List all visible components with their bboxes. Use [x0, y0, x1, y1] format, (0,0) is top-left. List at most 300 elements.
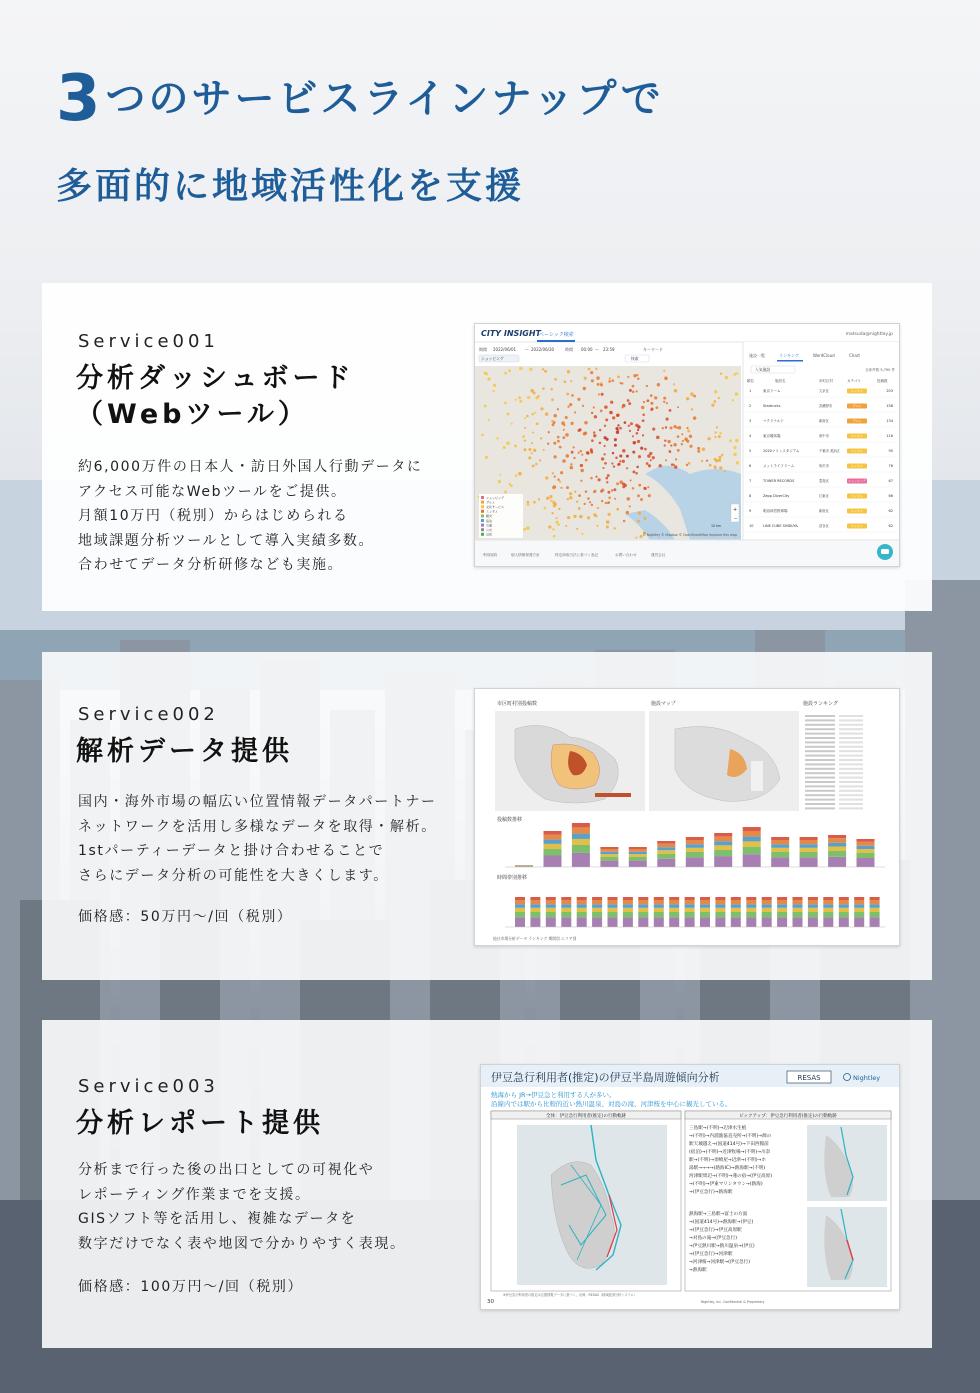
legend-label: ショッピング	[486, 495, 504, 500]
stacked-bar-segment	[515, 900, 525, 904]
heat-point	[570, 422, 573, 425]
stacked-bar-segment	[515, 908, 525, 912]
heat-point	[535, 463, 537, 465]
heat-point	[648, 464, 651, 467]
ranking-row	[805, 724, 835, 726]
heat-point	[608, 380, 611, 383]
heat-point	[721, 454, 723, 456]
stacked-bar-segment	[629, 852, 647, 854]
heat-point	[605, 477, 608, 480]
ranking-row-value	[839, 759, 863, 761]
stacked-bar-segment	[657, 854, 675, 859]
ranking-row-value	[839, 799, 863, 801]
stacked-bar-segment	[743, 847, 761, 854]
report-brand: Nightley	[853, 1074, 881, 1082]
ranking-row	[805, 785, 835, 787]
report-screenshot	[480, 1064, 900, 1310]
heat-point	[519, 367, 522, 370]
stacked-bar-segment	[686, 840, 704, 844]
heat-point	[570, 466, 574, 470]
stacked-bar-segment	[608, 904, 618, 908]
heat-point	[573, 446, 575, 448]
route-line: →(伊豆急行)→伊豆高原駅	[689, 1228, 742, 1233]
rank-count: 62	[888, 524, 893, 528]
panel-bar2-title: 時間帯別推移	[497, 875, 528, 881]
description-line: GISソフト等を活用し、複雑なデータを	[78, 1211, 357, 1227]
rank-city: 新宿区	[819, 509, 829, 513]
ranking-row-value	[839, 781, 863, 783]
heat-point	[562, 436, 565, 439]
stacked-bar-segment	[592, 900, 602, 904]
heat-point	[616, 431, 619, 434]
stacked-bar-segment	[530, 897, 540, 900]
service-title-line-1: 分析レポート提供	[76, 1108, 324, 1139]
stacked-bar-segment	[762, 900, 772, 904]
stacked-bar-segment	[854, 908, 864, 912]
heat-point	[600, 410, 603, 413]
heat-point	[591, 504, 593, 506]
stacked-bar-segment	[654, 897, 664, 900]
heat-point	[591, 379, 594, 382]
stacked-bar-segment	[600, 849, 618, 852]
heat-point	[597, 383, 600, 386]
heat-point	[611, 489, 613, 491]
heat-point	[642, 414, 645, 417]
heat-point	[663, 401, 665, 403]
stacked-bar-segment	[771, 852, 789, 857]
stacked-bar-segment	[800, 848, 818, 852]
rank-city: 武蔵野市	[819, 404, 833, 408]
stacked-bar-segment	[685, 912, 695, 917]
ranking-row-value	[839, 763, 863, 765]
heat-point	[578, 429, 581, 432]
heat-point	[622, 460, 625, 463]
legend-swatch	[481, 519, 484, 522]
stacked-bar-segment	[623, 908, 633, 912]
heat-point	[527, 396, 530, 399]
ranking-row	[805, 763, 835, 765]
heat-point	[544, 370, 547, 373]
ranking-row	[805, 768, 835, 770]
heat-point	[601, 393, 604, 396]
heat-point	[714, 458, 717, 461]
stacked-bar-segment	[669, 912, 679, 917]
map-attribution: © Nightley © Mapbox © OpenStreetMap Improve this map	[642, 533, 737, 537]
heat-point	[706, 460, 708, 462]
stacked-bar-segment	[800, 840, 818, 844]
heat-point	[601, 500, 603, 502]
stacked-bar-segment	[608, 897, 618, 900]
panel-right-title: ピックアップ：伊豆急行利用者(推定)の行動軌跡	[739, 1114, 837, 1119]
stacked-bar-segment	[657, 850, 675, 854]
heat-point	[719, 432, 722, 435]
heat-point	[570, 380, 572, 382]
heat-point	[581, 454, 583, 456]
heat-point	[515, 474, 518, 477]
stacked-bar-segment	[828, 838, 846, 843]
heat-point	[689, 435, 692, 438]
heat-point	[604, 445, 606, 447]
stacked-bar-segment	[623, 900, 633, 904]
stacked-bar-segment	[600, 847, 618, 849]
ranking-row-value	[839, 768, 863, 770]
stacked-bar-segment	[686, 857, 704, 867]
service-title-line-2: （Webツール）	[76, 399, 309, 430]
heat-point	[569, 403, 572, 406]
panel-map1-title: 市区町村別投稿数	[497, 701, 538, 707]
heat-point	[612, 452, 614, 454]
legend-swatch	[481, 524, 484, 527]
heat-point	[643, 401, 645, 403]
stacked-bar-segment	[629, 849, 647, 852]
heat-point	[566, 454, 570, 458]
heat-point	[577, 398, 580, 401]
stacked-bar-segment	[731, 917, 741, 927]
report-footnote-2: Nightley, Inc. Confidential & Proprietary	[701, 1300, 765, 1304]
heat-point	[677, 449, 680, 452]
heat-point	[734, 373, 737, 376]
heat-point	[590, 371, 593, 374]
stacked-bar-segment	[715, 897, 725, 900]
stacked-bar-segment	[530, 912, 540, 917]
service-price: 価格感：100万円～/回（税別）	[78, 1279, 304, 1295]
stacked-bar-segment	[561, 904, 571, 908]
stacked-bar-segment	[808, 917, 818, 927]
headline-line-1-text: つのサービスラインナップで	[105, 76, 664, 122]
stacked-bar-segment	[600, 854, 618, 857]
stacked-bar-segment	[546, 897, 556, 900]
heat-point	[599, 442, 602, 445]
route-line: →(伊豆急行)→河津駅	[689, 1252, 733, 1257]
heat-point	[569, 496, 572, 499]
heat-point	[548, 525, 551, 528]
heat-point	[693, 395, 696, 398]
stacked-bar-segment	[561, 897, 571, 900]
stacked-bar-segment	[638, 900, 648, 904]
rank-header: 順位	[747, 379, 754, 383]
heat-point	[650, 394, 653, 397]
map-scale: 10 km	[711, 524, 722, 528]
rank-category: グルメ	[852, 404, 862, 408]
service-description	[78, 1158, 478, 1256]
stacked-bar-segment	[777, 904, 787, 908]
footer-link: 運営会社	[651, 553, 666, 557]
heat-point	[499, 474, 501, 476]
heat-point	[629, 389, 632, 392]
screenshot-user: matsuda@nightley.jp	[845, 332, 893, 337]
heat-point	[578, 507, 581, 510]
stacked-bar-segment	[561, 917, 571, 927]
heat-point	[647, 486, 649, 488]
heat-point	[533, 391, 536, 394]
heat-point	[657, 383, 660, 386]
rank-name: 2020マリンスタジアム	[763, 449, 800, 453]
heat-point	[605, 502, 607, 504]
heat-point	[504, 402, 507, 405]
heat-point	[584, 377, 587, 380]
heat-point	[640, 498, 643, 501]
heat-point	[590, 477, 593, 480]
heat-point	[528, 456, 531, 459]
stacked-bar-segment	[746, 908, 756, 912]
heat-point	[621, 406, 623, 408]
heat-point	[598, 393, 600, 395]
heat-point	[735, 392, 738, 395]
screenshot-filter-tag: ショッピング	[481, 356, 504, 361]
stacked-bar-segment	[572, 823, 590, 827]
heat-point	[688, 462, 691, 465]
heat-point	[587, 516, 590, 519]
side-tab: Chart	[849, 353, 860, 358]
stacked-bar-segment	[544, 844, 562, 849]
heat-point	[636, 432, 639, 435]
stacked-bar-segment	[823, 900, 833, 904]
stacked-bar-segment	[654, 900, 664, 904]
heat-point	[642, 434, 644, 436]
heat-point	[626, 455, 629, 458]
stacked-bar-segment	[870, 897, 880, 900]
stacked-bar-segment	[714, 856, 732, 867]
stacked-bar-segment	[854, 912, 864, 917]
route-line: 湯駅→→→→(熱海IC)→熱海駅→(不明)	[689, 1166, 766, 1171]
stacked-bar-segment	[546, 917, 556, 927]
route-line: →伊豆熱川駅→熱川温泉→(伊豆)	[689, 1244, 755, 1249]
heat-point	[601, 457, 604, 460]
heat-point	[552, 423, 555, 426]
heat-point	[585, 459, 588, 462]
stacked-bar-segment	[572, 853, 590, 867]
route-line: 三島駅→(不明)→辺津水生植	[689, 1126, 747, 1131]
heat-point	[591, 439, 594, 442]
stacked-bar-segment	[793, 908, 803, 912]
stacked-bar-segment	[777, 900, 787, 904]
rank-count: 158	[886, 404, 893, 408]
zoom-in-icon: +	[733, 507, 738, 513]
stacked-bar-segment	[762, 912, 772, 917]
heat-point	[627, 399, 630, 402]
stacked-bar-segment	[715, 912, 725, 917]
stacked-bar-segment	[714, 850, 732, 856]
heat-point	[554, 476, 556, 478]
heat-point	[558, 508, 560, 510]
rank-number: 5	[749, 449, 752, 453]
heat-point	[617, 424, 619, 426]
heat-point	[509, 483, 511, 485]
heat-point	[552, 472, 554, 474]
heat-point	[671, 463, 674, 466]
rank-number: 6	[749, 464, 752, 468]
screenshot-period-to: 2022/06/30	[531, 347, 555, 352]
rank-category: エンタメ	[851, 524, 863, 528]
heat-point	[637, 377, 639, 379]
heat-point	[503, 446, 506, 449]
heat-point	[560, 487, 562, 489]
ranking-row	[805, 807, 835, 809]
heat-point	[632, 451, 635, 454]
legend-swatch	[481, 496, 484, 499]
heat-point	[583, 432, 586, 435]
heat-point	[614, 498, 616, 500]
heat-point	[619, 460, 621, 462]
heat-point	[580, 469, 584, 473]
ranking-row-value	[839, 790, 863, 792]
heat-point	[612, 416, 615, 419]
ranking-row	[805, 750, 835, 752]
stacked-bar-segment	[669, 908, 679, 912]
heat-point	[589, 501, 591, 503]
stacked-bar-segment	[592, 897, 602, 900]
heat-point	[576, 501, 578, 503]
heat-point	[643, 517, 646, 520]
heat-point	[681, 443, 683, 445]
heat-point	[607, 501, 610, 504]
heat-point	[632, 487, 634, 489]
route-line: 駅天城越え→(国道414号)→下田西館前	[689, 1142, 769, 1147]
stacked-bar-segment	[638, 917, 648, 927]
heat-point	[551, 398, 554, 401]
heat-map	[475, 366, 741, 540]
stacked-bar-segment	[685, 900, 695, 904]
rank-city: 新宿区	[819, 419, 829, 423]
rank-category: エンタメ	[851, 464, 863, 468]
heat-point	[729, 439, 732, 442]
stacked-bar-segment	[793, 917, 803, 927]
heat-point	[677, 406, 679, 408]
heat-point	[518, 396, 521, 399]
stacked-bar-segment	[572, 839, 590, 845]
heat-point	[542, 387, 545, 390]
heat-point	[561, 421, 565, 425]
heat-point	[532, 465, 535, 468]
stacked-bar-segment	[623, 897, 633, 900]
stacked-bar-segment	[600, 857, 618, 861]
rank-city: 江東区	[819, 494, 829, 498]
heat-point	[526, 415, 529, 418]
heat-point	[718, 435, 721, 438]
heat-point	[650, 402, 653, 405]
heat-point	[593, 434, 596, 437]
heat-point	[644, 448, 647, 451]
stacked-bar-segment	[746, 904, 756, 908]
zoom-out-icon: −	[733, 516, 738, 522]
heat-point	[537, 395, 539, 397]
heat-point	[616, 413, 619, 416]
ranking-row-value	[839, 733, 863, 735]
stacked-bar-segment	[608, 908, 618, 912]
heat-point	[616, 482, 619, 485]
heat-point	[654, 396, 657, 399]
heat-point	[673, 443, 676, 446]
heat-point	[553, 535, 556, 538]
heat-point	[604, 436, 607, 439]
heat-point	[598, 478, 601, 481]
heat-point	[549, 495, 552, 498]
heat-point	[601, 488, 604, 491]
heat-point	[545, 476, 548, 479]
screenshot-time-from: 00:00	[581, 347, 593, 352]
heat-point	[689, 445, 692, 448]
stacked-bar-segment	[515, 904, 525, 908]
rank-name: 東京競馬場	[763, 434, 781, 438]
rank-category: エンタメ	[851, 509, 863, 513]
stacked-bar-segment	[700, 897, 710, 900]
heat-point	[697, 450, 700, 453]
service-description	[78, 790, 498, 888]
heat-point	[565, 525, 567, 527]
headline-line-1	[56, 62, 664, 136]
stacked-bar-segment	[629, 861, 647, 867]
heat-point	[697, 447, 700, 450]
rank-name: 東京ドーム	[763, 389, 781, 393]
stacked-bar-segment	[546, 900, 556, 904]
stacked-bar-segment	[623, 904, 633, 908]
stacked-bar-segment	[857, 842, 875, 846]
heat-point	[557, 478, 560, 481]
heat-point	[567, 406, 569, 408]
stacked-bar-segment	[823, 912, 833, 917]
stacked-bar-segment	[746, 897, 756, 900]
stacked-bar-segment	[714, 836, 732, 841]
heat-point	[627, 497, 631, 501]
stacked-bar-segment	[572, 827, 590, 833]
rank-number: 2	[749, 404, 752, 408]
stacked-bar-segment	[623, 912, 633, 917]
heat-point	[636, 466, 638, 468]
stacked-bar-segment	[793, 900, 803, 904]
heat-point	[583, 387, 586, 390]
stacked-bar-segment	[546, 904, 556, 908]
stacked-bar-segment	[530, 917, 540, 927]
footer-link: 利用規約	[483, 553, 498, 557]
heat-point	[636, 390, 638, 392]
heat-point	[630, 422, 633, 425]
rank-count: 62	[888, 509, 893, 513]
heat-point	[523, 528, 526, 531]
legend-label: 文化サービス	[486, 505, 505, 509]
heat-point	[514, 444, 517, 447]
heat-point	[613, 527, 615, 529]
heat-point	[508, 369, 511, 372]
heat-point	[618, 463, 621, 466]
heat-point	[733, 453, 736, 456]
heat-point	[629, 505, 631, 507]
ranking-row-value	[839, 755, 863, 757]
rank-city: 所沢市	[819, 464, 829, 468]
service-code: Service002	[78, 704, 219, 725]
heat-point	[637, 494, 640, 497]
stacked-bar-segment	[800, 857, 818, 867]
description-line: 約6,000万件の日本人・訪日外国人行動データに	[78, 459, 423, 475]
rank-header: 施設名	[775, 379, 786, 383]
screenshot-time-to: 23:59	[603, 347, 615, 352]
stacked-bar-segment	[823, 917, 833, 927]
heat-point	[626, 467, 628, 469]
stacked-bar-segment	[515, 912, 525, 917]
stacked-bar-segment	[857, 846, 875, 849]
stacked-bar-segment	[657, 859, 675, 867]
heat-point	[550, 388, 553, 391]
description-line: 数字だけでなく表や地図で分かりやすく表現。	[78, 1235, 406, 1252]
stacked-bar-segment	[577, 897, 587, 900]
stacked-bar-segment	[592, 904, 602, 908]
rank-number: 1	[749, 389, 752, 393]
stacked-bar-segment	[544, 831, 562, 835]
side-tab: ランキング	[779, 353, 799, 358]
heat-point	[629, 430, 631, 432]
legend-label: グルメ	[486, 500, 495, 505]
heat-point	[492, 390, 494, 392]
heat-point	[552, 528, 555, 531]
